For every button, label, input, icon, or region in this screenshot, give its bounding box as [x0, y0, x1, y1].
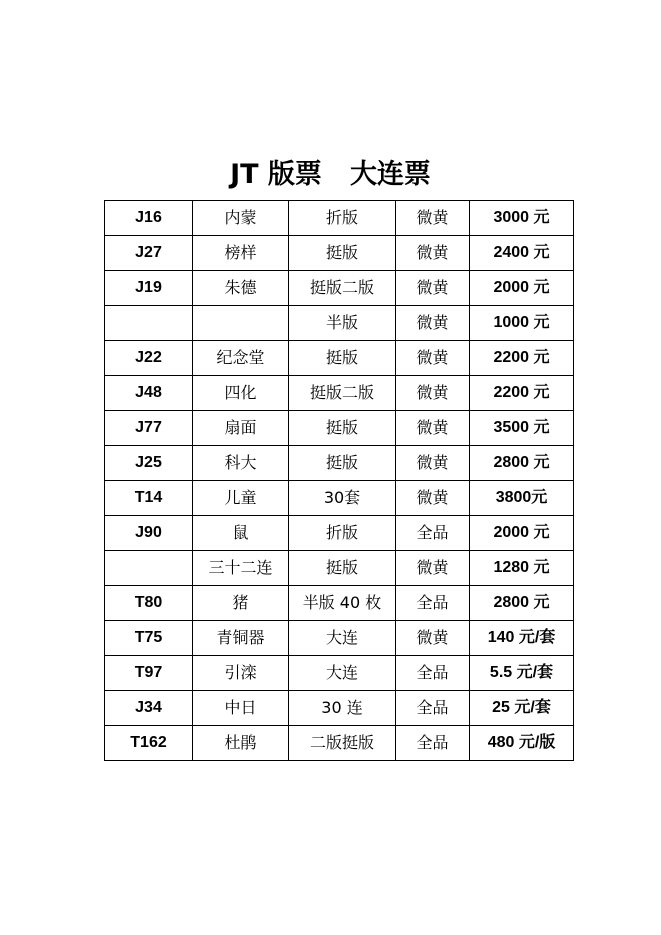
stamp-price-table [104, 200, 574, 761]
table-row [105, 411, 574, 446]
table-row [105, 376, 574, 411]
stamp-format-cell: 挺版 [289, 551, 396, 586]
stamp-name-cell: 科大 [193, 446, 289, 481]
stamp-code-cell: J22 [105, 341, 193, 376]
stamp-grade-cell: 微黄 [396, 621, 470, 656]
stamp-price-cell: 3800元 [470, 481, 574, 516]
stamp-price-cell: 2000 元 [470, 516, 574, 551]
stamp-format-cell: 挺版二版 [289, 376, 396, 411]
stamp-code-cell: J16 [105, 201, 193, 236]
stamp-format-cell: 挺版 [289, 411, 396, 446]
table-row [105, 236, 574, 271]
stamp-name-cell: 杜鹃 [193, 726, 289, 761]
table-row [105, 586, 574, 621]
stamp-grade-cell: 全品 [396, 726, 470, 761]
stamp-price-cell: 2200 元 [470, 376, 574, 411]
stamp-price-cell: 1280 元 [470, 551, 574, 586]
stamp-name-cell: 鼠 [193, 516, 289, 551]
stamp-grade-cell: 微黄 [396, 201, 470, 236]
stamp-grade-cell: 微黄 [396, 271, 470, 306]
stamp-code-cell: T80 [105, 586, 193, 621]
stamp-price-cell: 2800 元 [470, 586, 574, 621]
stamp-code-cell: J48 [105, 376, 193, 411]
stamp-grade-cell: 全品 [396, 691, 470, 726]
stamp-code-cell [105, 306, 193, 341]
stamp-code-cell: J27 [105, 236, 193, 271]
stamp-name-cell: 榜样 [193, 236, 289, 271]
stamp-code-cell: J34 [105, 691, 193, 726]
stamp-code-cell [105, 551, 193, 586]
stamp-code-cell: T75 [105, 621, 193, 656]
stamp-grade-cell: 微黄 [396, 551, 470, 586]
table-row [105, 446, 574, 481]
stamp-price-cell: 140 元/套 [470, 621, 574, 656]
stamp-code-cell: J25 [105, 446, 193, 481]
title-part-1: JT 版票 [230, 159, 322, 190]
stamp-grade-cell: 微黄 [396, 236, 470, 271]
stamp-grade-cell: 微黄 [396, 306, 470, 341]
table-row [105, 306, 574, 341]
stamp-format-cell: 挺版 [289, 341, 396, 376]
stamp-name-cell: 中日 [193, 691, 289, 726]
stamp-name-cell [193, 306, 289, 341]
stamp-format-cell: 折版 [289, 201, 396, 236]
stamp-format-cell: 半版 40 枚 [289, 586, 396, 621]
stamp-format-cell: 挺版 [289, 446, 396, 481]
stamp-name-cell: 三十二连 [193, 551, 289, 586]
stamp-code-cell: T14 [105, 481, 193, 516]
stamp-format-cell: 折版 [289, 516, 396, 551]
table-row [105, 726, 574, 761]
stamp-format-cell: 大连 [289, 656, 396, 691]
table-row [105, 656, 574, 691]
stamp-name-cell: 内蒙 [193, 201, 289, 236]
stamp-grade-cell: 全品 [396, 516, 470, 551]
stamp-grade-cell: 微黄 [396, 341, 470, 376]
stamp-price-cell: 2400 元 [470, 236, 574, 271]
stamp-price-cell: 1000 元 [470, 306, 574, 341]
page-title [0, 155, 661, 195]
stamp-price-cell: 3500 元 [470, 411, 574, 446]
title-part-2: 大连票 [349, 159, 431, 190]
stamp-code-cell: J19 [105, 271, 193, 306]
stamp-name-cell: 引滦 [193, 656, 289, 691]
stamp-grade-cell: 微黄 [396, 411, 470, 446]
stamp-grade-cell: 全品 [396, 656, 470, 691]
table-row [105, 201, 574, 236]
stamp-name-cell: 猪 [193, 586, 289, 621]
stamp-price-cell: 3000 元 [470, 201, 574, 236]
stamp-price-cell: 480 元/版 [470, 726, 574, 761]
stamp-name-cell: 朱德 [193, 271, 289, 306]
stamp-name-cell: 四化 [193, 376, 289, 411]
stamp-code-cell: T162 [105, 726, 193, 761]
table-row [105, 271, 574, 306]
stamp-code-cell: T97 [105, 656, 193, 691]
table-row [105, 481, 574, 516]
table-row [105, 621, 574, 656]
stamp-grade-cell: 微黄 [396, 376, 470, 411]
stamp-price-cell: 2000 元 [470, 271, 574, 306]
table-body [105, 201, 574, 761]
stamp-format-cell: 半版 [289, 306, 396, 341]
stamp-format-cell: 30套 [289, 481, 396, 516]
stamp-format-cell: 大连 [289, 621, 396, 656]
stamp-code-cell: J77 [105, 411, 193, 446]
stamp-name-cell: 扇面 [193, 411, 289, 446]
stamp-format-cell: 挺版 [289, 236, 396, 271]
stamp-name-cell: 青铜器 [193, 621, 289, 656]
stamp-format-cell: 二版挺版 [289, 726, 396, 761]
stamp-grade-cell: 微黄 [396, 446, 470, 481]
stamp-code-cell: J90 [105, 516, 193, 551]
table-row [105, 516, 574, 551]
stamp-price-cell: 5.5 元/套 [470, 656, 574, 691]
stamp-name-cell: 儿童 [193, 481, 289, 516]
stamp-format-cell: 30 连 [289, 691, 396, 726]
stamp-format-cell: 挺版二版 [289, 271, 396, 306]
stamp-price-cell: 2800 元 [470, 446, 574, 481]
table-row [105, 341, 574, 376]
stamp-grade-cell: 微黄 [396, 481, 470, 516]
stamp-price-cell: 25 元/套 [470, 691, 574, 726]
table-row [105, 551, 574, 586]
table-row [105, 691, 574, 726]
stamp-grade-cell: 全品 [396, 586, 470, 621]
stamp-price-cell: 2200 元 [470, 341, 574, 376]
stamp-name-cell: 纪念堂 [193, 341, 289, 376]
